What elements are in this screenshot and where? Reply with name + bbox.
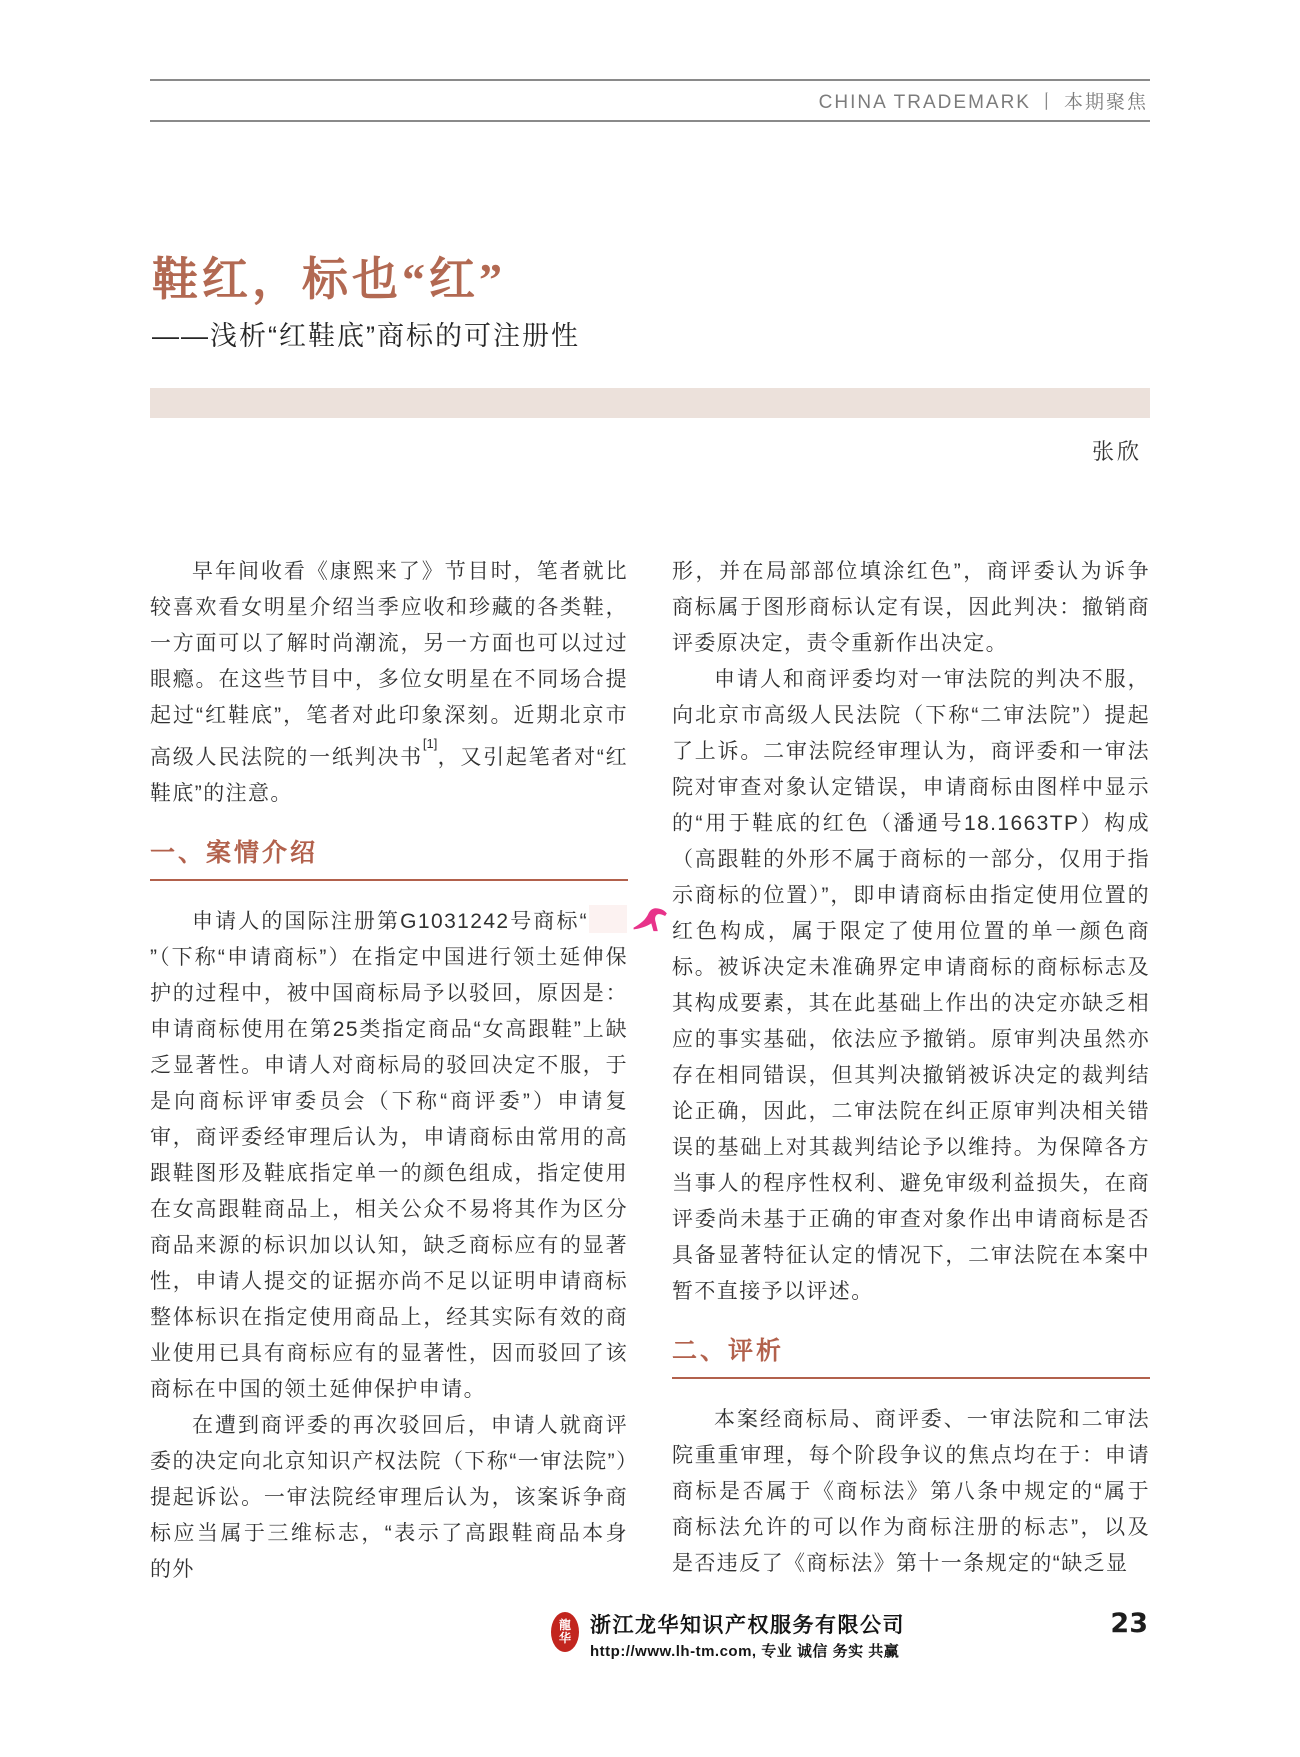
paragraph-intro-tail: ，又引起笔者对“红鞋底”的注意。 (150, 746, 628, 805)
paragraph-case-1 (150, 904, 628, 1408)
paragraph-case-1-lead: 申请人的国际注册第G1031242号商标“ (192, 910, 588, 933)
paragraph-analysis: 本案经商标局、商评委、一审法院和二审法院重重审理，每个阶段争议的焦点均在于：申请商标是否属于《商标法》第八条中规定的“属于商标法允许的可以作为商标注册的标志”，以及是否违反了《商标法》第十一条规定的“缺乏显 (672, 1408, 1150, 1575)
journal-section: 本期聚焦 (1063, 92, 1148, 113)
header-rule-top (150, 79, 1150, 81)
author-name: 张欣 (1091, 439, 1142, 464)
journal-header (150, 87, 1148, 114)
footnote-ref: [1] (422, 736, 438, 751)
high-heel-trademark-image (589, 905, 627, 933)
section-rule-analysis (672, 1377, 1150, 1379)
header-rule-bottom (150, 120, 1150, 122)
seal-char-top: 龍 (558, 1618, 571, 1632)
page-title: 鞋红，标也“红” (152, 253, 506, 305)
seal-char-bottom: 华 (558, 1631, 571, 1645)
company-tagline: http://www.lh-tm.com, 专业 诚信 务实 共赢 (590, 1643, 900, 1660)
journal-name: CHINA TRADEMARK (818, 92, 1031, 113)
paragraph-case-2-continued: 形，并在局部部位填涂红色”，商评委认为诉争商标属于图形商标认定有误，因此判决：撤销商评委原决定，责令重新作出决定。 (672, 560, 1150, 655)
section-heading-case: 一、案情介绍 (150, 840, 319, 867)
paragraph-appeal: 申请人和商评委均对一审法院的判决不服，向北京市高级人民法院（下称“二审法院”）提起了上诉。二审法院经审理认为，商评委和一审法院对审查对象认定错误，申请商标由图样中显示的“用于鞋底的红色（潘通号18.1663TP）构成（高跟鞋的外形不属于商标的一部分，仅用于指示商标的位置）”，即申请商标由指定使用位置的红色构成，属于限定了使用位置的单一颜色商标。被诉决定未准确界定申请商标的商标标志及其构成要素，其在此基础上作出的决定亦缺乏相应的事实基础，依法应予撤销。原审判决虽然亦存在相同错误，但其判决撤销被诉决定的裁判结论正确，因此，二审法院在纠正原审判决相关错误的基础上对其裁判结论予以维持。为保障各方当事人的程序性权利、避免审级利益损失，在商评委尚未基于正确的审查对象作出申请商标是否具备显著特征认定的情况下，二审法院在本案中暂不直接予以评述。 (672, 668, 1150, 1303)
title-highlight-bar (150, 388, 1150, 418)
page-subtitle: ——浅析“红鞋底”商标的可注册性 (152, 321, 580, 351)
paragraph-intro-text: 早年间收看《康熙来了》节目时，笔者就比较喜欢看女明星介绍当季应收和珍藏的各类鞋，一方面可以了解时尚潮流，另一方面也可以过过眼瘾。在这些节目中，多位女明星在不同场合提起过“红鞋底”，笔者对此印象深刻。近期北京市高级人民法院的一纸判决书 (150, 560, 628, 769)
section-rule-case (150, 879, 628, 881)
left-column (150, 554, 628, 1588)
right-column (672, 554, 1150, 1588)
article-body (150, 554, 1150, 1588)
paragraph-case-2: 在遭到商评委的再次驳回后，申请人就商评委的决定向北京知识产权法院（下称“一审法院”）提起诉讼。一审法院经审理后认为，该案诉争商标应当属于三维标志，“表示了高跟鞋商品本身的外 (150, 1414, 628, 1581)
section-heading-analysis: 二、评析 (672, 1338, 785, 1365)
paragraph-case-1-body: ”（下称“申请商标”）在指定中国进行领土延伸保护的过程中，被中国商标局予以驳回，原因是：申请商标使用在第25类指定商品“女高跟鞋”上缺乏显著性。申请人对商标局的驳回决定不服，于是向商标评审委员会（下称“商评委”）申请复审，商评委经审理后认为，申请商标由常用的高跟鞋图形及鞋底指定单一的颜色组成，指定使用在女高跟鞋商品上，相关公众不易将其作为区分商品来源的标识加以认知，缺乏商标应有的显著性，申请人提交的证据亦尚不足以证明申请商标整体标识在指定使用商品上，经其实际有效的商业使用已具有商标应有的显著性，因而驳回了该商标在中国的领土延伸保护申请。 (150, 946, 628, 1401)
page-number: 23 (1110, 1608, 1148, 1639)
paragraph-intro (150, 554, 628, 812)
header-divider: 丨 (1036, 92, 1058, 113)
company-name: 浙江龙华知识产权服务有限公司 (590, 1614, 905, 1637)
